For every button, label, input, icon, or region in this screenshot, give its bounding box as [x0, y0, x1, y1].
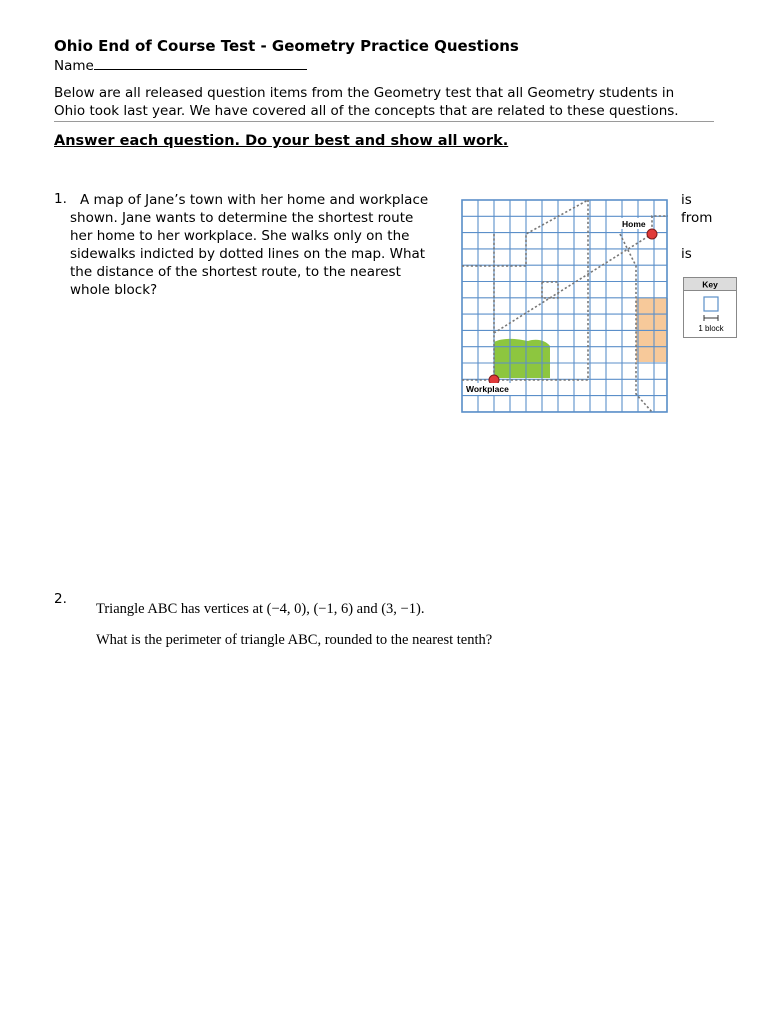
overflow-word-2: from	[681, 210, 713, 226]
question-2-number: 2.	[54, 591, 67, 607]
home-marker	[647, 229, 657, 239]
workplace-label: Workplace	[466, 384, 509, 394]
instructions: Answer each question. Do your best and show all work.	[54, 133, 509, 149]
question-1-number: 1.	[54, 191, 67, 207]
divider	[54, 121, 714, 122]
name-blank[interactable]	[94, 56, 307, 70]
key-label: 1 block	[698, 324, 724, 333]
question-2-line-1: Triangle ABC has vertices at (−4, 0), (−1, 6) and (3, −1).	[96, 601, 425, 617]
question-1-line-5: the distance of the shortest route, to the nearest	[70, 264, 401, 280]
question-1-line-6: whole block?	[70, 282, 158, 298]
page-title: Ohio End of Course Test - Geometry Practice Questions	[54, 37, 519, 55]
name-label: Name	[54, 58, 94, 74]
question-1-line-3: her home to her workplace. She walks only on the	[70, 228, 410, 244]
question-1-line-4: sidewalks indicted by dotted lines on the map. What	[70, 246, 426, 262]
home-label: Home	[622, 219, 646, 229]
question-1-overflow-words	[681, 191, 712, 263]
overflow-word-3	[681, 227, 712, 245]
name-line	[54, 56, 307, 74]
key-title: Key	[702, 279, 718, 290]
town-map	[460, 198, 670, 414]
question-1-text	[70, 191, 428, 299]
question-1-line-1: A map of Jane’s town with her home and workplace	[80, 192, 429, 208]
question-2-line-2: What is the perimeter of triangle ABC, rounded to the nearest tenth?	[96, 632, 493, 647]
intro-paragraph	[54, 84, 679, 120]
overflow-word-1: is	[681, 192, 692, 208]
overflow-word-4: is	[681, 246, 692, 262]
map-key	[683, 277, 737, 339]
intro-line-1: Below are all released question items from the Geometry test that all Geometry students in	[54, 85, 675, 101]
question-1-line-2: shown. Jane wants to determine the shortest route	[70, 210, 414, 226]
intro-line-2: Ohio took last year. We have covered all of the concepts that are related to these questions.	[54, 103, 679, 119]
